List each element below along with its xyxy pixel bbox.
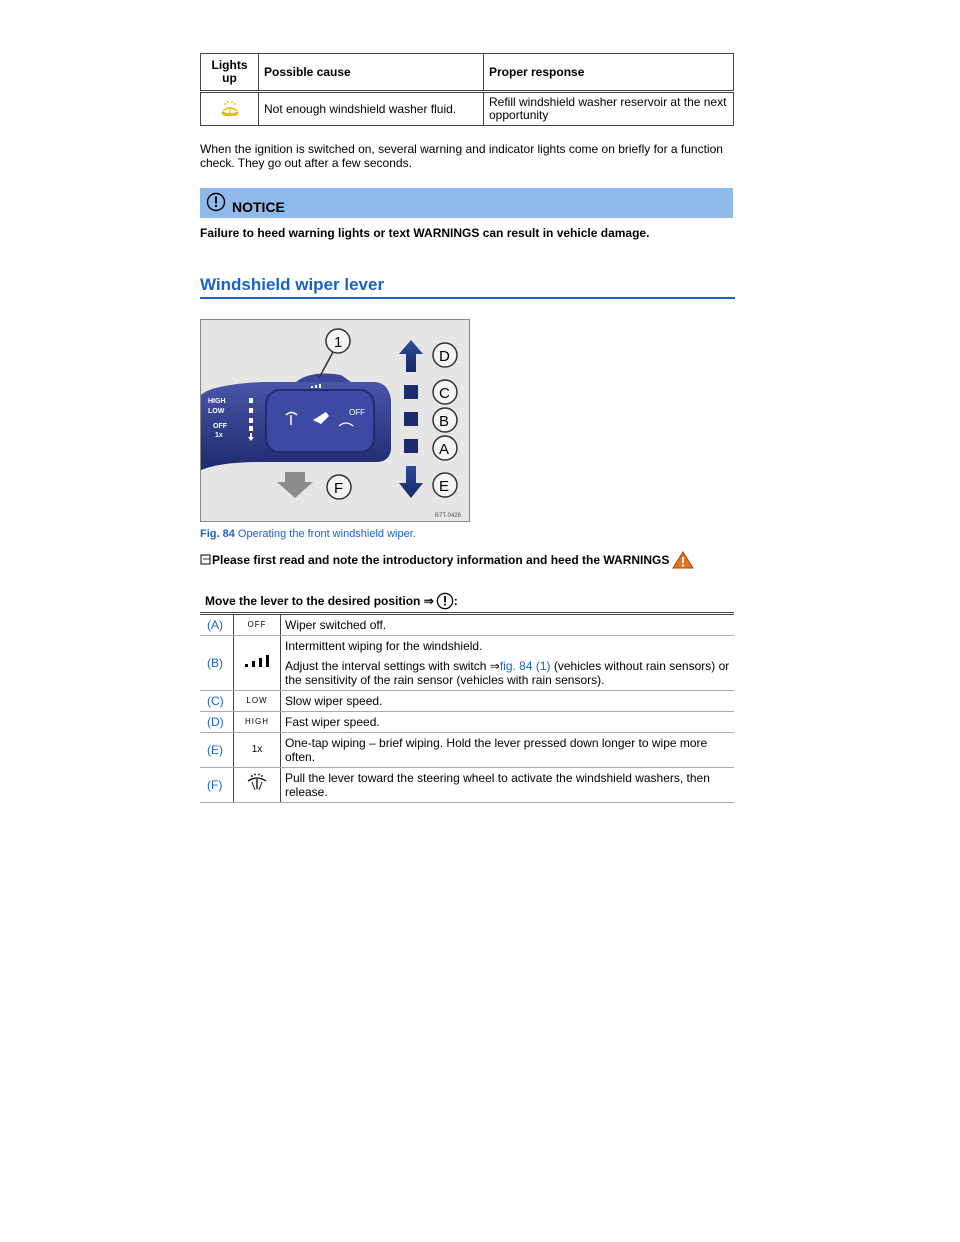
ignition-note: When the ignition is switched on, several warning and indicator lights come on briefly for a function check. They go out after a few seconds. bbox=[200, 142, 723, 170]
wiper-positions-table bbox=[200, 612, 734, 803]
lever-label-1x: 1x bbox=[215, 432, 223, 439]
position-symbol bbox=[234, 614, 281, 636]
position-symbol bbox=[234, 691, 281, 712]
warning-lights-table bbox=[200, 53, 734, 126]
position-symbol bbox=[234, 768, 281, 803]
notice-text: Failure to heed warning lights or text WARNINGS can result in vehicle damage. bbox=[200, 226, 650, 240]
caption-text: Operating the front windshield wiper. bbox=[237, 528, 416, 540]
callout-e: E bbox=[439, 478, 450, 495]
interval-bars-icon bbox=[244, 654, 270, 668]
callout-f: F bbox=[334, 480, 344, 497]
read-note-text: Please first read and note the introductory information and heed the WARNINGS bbox=[212, 553, 670, 567]
notice-box bbox=[200, 188, 733, 218]
low-symbol: LOW bbox=[246, 696, 268, 705]
caption-fig-number: Fig. 84 bbox=[200, 528, 235, 540]
wiper-lever-illustration bbox=[201, 320, 469, 521]
exclamation-circle-icon bbox=[436, 592, 454, 610]
header-proper-response: Proper response bbox=[484, 54, 734, 92]
position-label: (D) bbox=[200, 712, 234, 733]
position-description: Slow wiper speed. bbox=[281, 691, 735, 712]
position-symbol bbox=[234, 636, 281, 691]
high-symbol: HIGH bbox=[245, 717, 269, 726]
position-description: Fast wiper speed. bbox=[281, 712, 735, 733]
header-lights-up: Lights up bbox=[201, 54, 259, 92]
position-label: (F) bbox=[200, 768, 234, 803]
callout-b: B bbox=[439, 413, 450, 430]
fig-link[interactable]: fig. 84 (1) bbox=[499, 659, 551, 673]
position-label: (E) bbox=[200, 733, 234, 768]
move-lever-text: Move the lever to the desired position ⇒ bbox=[205, 594, 434, 608]
read-note bbox=[200, 551, 694, 569]
washer-spray-icon bbox=[246, 773, 268, 793]
position-label: (B) bbox=[200, 636, 234, 691]
position-symbol bbox=[234, 712, 281, 733]
lever-off-text: OFF bbox=[349, 408, 365, 417]
position-symbol bbox=[234, 733, 281, 768]
table-row bbox=[200, 712, 734, 733]
table-row bbox=[200, 733, 734, 768]
position-label: (A) bbox=[200, 614, 234, 636]
one-x-symbol: 1x bbox=[251, 744, 263, 755]
position-description: Wiper switched off. bbox=[281, 614, 735, 636]
lever-label-high: HIGH bbox=[208, 398, 226, 405]
table-row bbox=[201, 92, 734, 126]
position-description: Intermittent wiping for the windshield. Adjust the interval settings with switch ⇒fig. 84 (1) (vehicles without rain sensors) or the sensitivity of the rain sensor (vehicles with rain sensors). bbox=[281, 636, 735, 691]
position-description: One-tap wiping – brief wiping. Hold the lever pressed down longer to wipe more often. bbox=[281, 733, 735, 768]
warning-triangle-icon bbox=[672, 551, 694, 569]
callout-d: D bbox=[439, 348, 450, 365]
section-title: Windshield wiper lever bbox=[200, 275, 735, 299]
cause-cell: Not enough windshield washer fluid. bbox=[259, 92, 484, 126]
book-icon bbox=[200, 554, 212, 566]
table-row bbox=[200, 691, 734, 712]
lights-up-cell bbox=[201, 92, 259, 126]
response-cell: Refill windshield washer reservoir at the next opportunity bbox=[484, 92, 734, 126]
header-possible-cause: Possible cause bbox=[259, 54, 484, 92]
table-row bbox=[200, 614, 734, 636]
table-row bbox=[200, 636, 734, 691]
table-row bbox=[200, 768, 734, 803]
washer-fluid-icon bbox=[220, 100, 240, 116]
figure-code: B7T-0426 bbox=[435, 513, 462, 519]
callout-c: C bbox=[439, 385, 450, 402]
position-description: Pull the lever toward the steering wheel to activate the windshield washers, then release. bbox=[281, 768, 735, 803]
table-header-row bbox=[201, 54, 734, 92]
lever-label-low: LOW bbox=[208, 408, 225, 415]
notice-label: NOTICE bbox=[232, 199, 285, 215]
move-lever-header: Move the lever to the desired position ⇒ : bbox=[205, 594, 458, 608]
off-symbol: OFF bbox=[247, 620, 267, 629]
exclamation-circle-icon bbox=[206, 192, 226, 212]
position-label: (C) bbox=[200, 691, 234, 712]
callout-a: A bbox=[439, 441, 450, 458]
wiper-lever-figure bbox=[200, 319, 470, 522]
callout-1: 1 bbox=[334, 334, 343, 351]
lever-label-off: OFF bbox=[213, 423, 227, 430]
figure-caption bbox=[200, 528, 416, 540]
